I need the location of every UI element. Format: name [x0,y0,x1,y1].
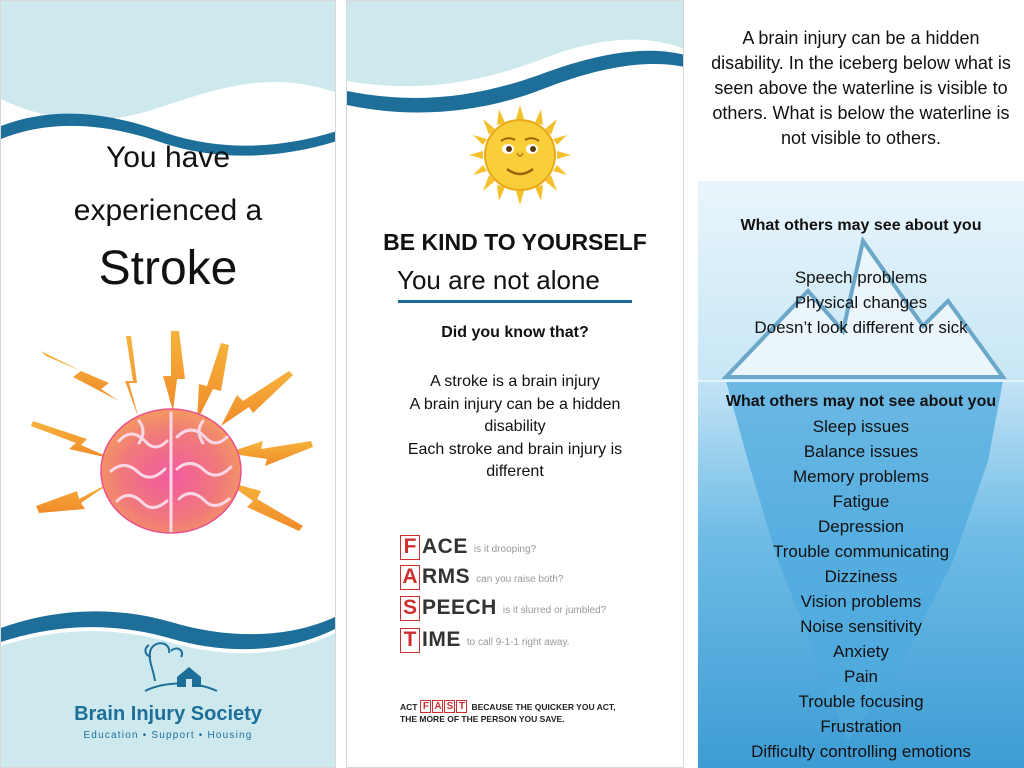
did-you-know-heading: Did you know that? [441,324,589,341]
act-fast-line [400,700,616,713]
fast-row-face [400,532,536,562]
list-item: Balance issues [803,442,919,461]
facts-list [347,371,683,484]
fast-word: PEECH [422,596,497,619]
act-letter-box: T [456,700,467,713]
list-item: Fatigue [832,492,890,511]
act-letter-box: A [434,701,442,712]
be-kind-heading: BE KIND TO YOURSELF [383,229,647,255]
hidden-symptoms-list [698,414,1024,764]
fast-letter-box: F [400,535,420,560]
act-text-line-1: BECAUSE THE QUICKER YOU ACT, [471,701,616,712]
fact-item: A brain injury can be a hidden disability [409,395,621,435]
org-name: Brain Injury Society [74,703,262,725]
fact-item: Each stroke and brain injury is different [407,440,623,480]
brochure-panel-cover [0,0,336,768]
list-item: Difficulty controlling emotions [751,742,971,761]
fast-hint: can you raise both? [476,573,564,585]
act-text-line-2: THE MORE OF THE PERSON YOU SAVE. [400,714,565,724]
list-item: Vision problems [800,592,922,611]
fast-row-arms [400,562,563,592]
act-letter-box: S [444,700,455,713]
fast-row-time [400,625,569,655]
org-tagline: Education • Support • Housing [83,730,253,741]
list-item: Anxiety [833,642,889,661]
brochure-panel-iceberg [698,0,1024,768]
brain-lightning-illustration [21,331,321,546]
fast-hint: is it slurred or jumbled? [502,604,607,616]
fast-word: IME [422,628,461,651]
fast-hint: to call 9-1-1 right away. [466,636,570,648]
list-item: Frustration [820,717,902,736]
smiling-sun-icon [461,105,579,205]
list-item: Trouble focusing [798,692,924,711]
brochure-panel-be-kind [346,0,684,768]
act-letter-box: F [420,700,431,713]
iceberg-intro-text: A brain injury can be a hidden disability. In the iceberg below what is seen above the waterline is visible to others. What is below the waterline is not visible to others. [711,28,1011,148]
act-prefix: ACT [400,701,418,712]
fast-row-speech [400,593,606,623]
hidden-symptoms-heading: What others may not see about you [725,393,997,410]
list-item: Noise sensitivity [800,617,922,636]
heading-underline-divider [398,300,632,303]
list-item: Sleep issues [812,417,910,436]
list-item: Depression [818,517,904,536]
list-item: Speech problems [794,268,928,287]
visible-symptoms-list [698,265,1024,340]
cover-title-line-1: You have [105,141,230,174]
not-alone-subheading: You are not alone [397,265,600,295]
fast-word: ACE [422,535,468,558]
list-item: Pain [843,667,879,686]
visible-symptoms-heading: What others may see about you [740,217,982,234]
list-item: Physical changes [794,293,928,312]
fast-letter-box: A [400,565,420,590]
fast-word: RMS [422,565,471,588]
list-item: Memory problems [792,467,930,486]
cover-title-stroke: Stroke [98,242,238,295]
cover-title-line-2: experienced a [73,194,263,227]
list-item: Doesn’t look different or sick [754,318,968,337]
fast-letter-box: S [400,596,420,621]
society-logo-icon [141,637,221,699]
list-item: Trouble communicating [772,542,950,561]
fact-item: A stroke is a brain injury [430,373,600,390]
fast-letter-box: T [400,628,420,653]
list-item: Dizziness [824,567,898,586]
fast-hint: is it drooping? [473,543,537,555]
